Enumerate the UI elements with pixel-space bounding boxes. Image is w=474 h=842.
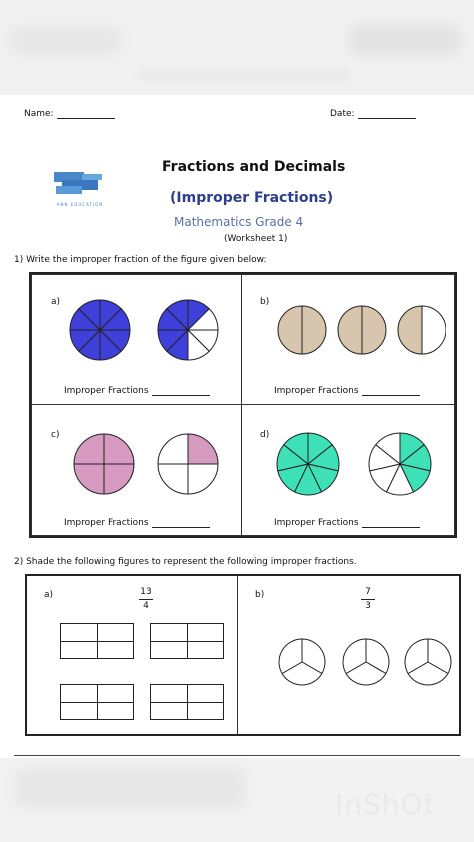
q1-c-circle-2 xyxy=(158,434,218,494)
q1-a-circle-2 xyxy=(158,300,218,360)
q1-b-figures xyxy=(266,294,446,370)
q2-b-numerator: 7 xyxy=(365,587,371,597)
q2-b-label: b) xyxy=(255,590,265,600)
answer-blank xyxy=(152,395,210,396)
circle-sector xyxy=(338,306,362,354)
answer-blank xyxy=(362,395,420,396)
q1-b-label: b) xyxy=(260,297,270,307)
answer-label: Improper Fractions xyxy=(274,386,359,396)
q1-b-answer xyxy=(274,386,420,396)
q1-a-label: a) xyxy=(51,297,61,307)
circle-sector xyxy=(188,434,218,464)
q1-c-figures xyxy=(60,428,230,504)
answer-blank xyxy=(362,527,420,528)
date-label: Date: xyxy=(330,109,355,119)
q1-c-label: c) xyxy=(51,430,60,440)
name-blank xyxy=(57,118,115,119)
page-title: Fractions and Decimals xyxy=(162,159,346,175)
q2-b-circle-2[interactable] xyxy=(343,639,389,685)
q1-a-circle-1 xyxy=(70,300,130,360)
logo-text: ANN EDUCATION xyxy=(56,202,104,207)
circle-sector xyxy=(398,306,422,354)
q2-b-fraction xyxy=(358,587,378,612)
circle-sector xyxy=(362,306,386,354)
q1-c-answer xyxy=(64,518,210,528)
q2-a-numerator: 13 xyxy=(140,587,152,597)
q2-a-rectangle-1[interactable] xyxy=(60,623,134,659)
circle-sector xyxy=(158,434,188,464)
date-blank xyxy=(358,118,416,119)
name-label: Name: xyxy=(24,109,54,119)
q1-d-circle-2 xyxy=(369,433,431,495)
name-field xyxy=(24,109,115,119)
page-bottom-rule xyxy=(14,755,460,756)
grade-label: Mathematics Grade 4 xyxy=(174,215,304,229)
circle-sector xyxy=(104,434,134,464)
answer-label: Improper Fractions xyxy=(274,518,359,528)
logo-icon xyxy=(52,168,108,198)
worksheet-label: (Worksheet 1) xyxy=(224,234,288,244)
q1-b-circle-1 xyxy=(278,306,326,354)
q2-a-denominator: 4 xyxy=(143,601,149,611)
question-1-prompt: 1) Write the improper fraction of the figure given below: xyxy=(14,255,267,265)
q2-a-rectangle-4[interactable] xyxy=(150,684,224,720)
date-field xyxy=(330,109,416,119)
circle-sector xyxy=(104,464,134,494)
watermark-text: InShOt xyxy=(335,788,436,821)
q2-a-label: a) xyxy=(44,590,54,600)
q2-a-fraction xyxy=(136,587,156,612)
q1-a-answer xyxy=(64,386,210,396)
q2-b-denominator: 3 xyxy=(365,601,371,611)
circle-sector xyxy=(74,434,104,464)
q1-d-label: d) xyxy=(260,430,270,440)
q2-b-circle-3[interactable] xyxy=(405,639,451,685)
q1-d-figures xyxy=(266,428,446,504)
question-2-prompt: 2) Shade the following figures to represent the following improper fractions. xyxy=(14,557,357,567)
q2-a-rectangle-2[interactable] xyxy=(150,623,224,659)
answer-label: Improper Fractions xyxy=(64,518,149,528)
page-subtitle: (Improper Fractions) xyxy=(170,190,334,206)
video-top-blur xyxy=(0,0,474,95)
q1-d-answer xyxy=(274,518,420,528)
q1-b-circle-3 xyxy=(398,306,446,354)
q1-c-circle-1 xyxy=(74,434,134,494)
answer-blank xyxy=(152,527,210,528)
circle-sector xyxy=(158,464,188,494)
circle-sector xyxy=(74,464,104,494)
circle-sector xyxy=(302,306,326,354)
q1-a-figures xyxy=(60,294,230,370)
q2-a-rectangle-3[interactable] xyxy=(60,684,134,720)
q2-b-figures xyxy=(276,634,456,690)
q2-b-circle-1[interactable] xyxy=(279,639,325,685)
circle-sector xyxy=(278,306,302,354)
answer-label: Improper Fractions xyxy=(64,386,149,396)
circle-sector xyxy=(422,306,446,354)
q1-b-circle-2 xyxy=(338,306,386,354)
logo xyxy=(52,168,108,208)
q1-d-circle-1 xyxy=(277,433,339,495)
circle-sector xyxy=(188,464,218,494)
